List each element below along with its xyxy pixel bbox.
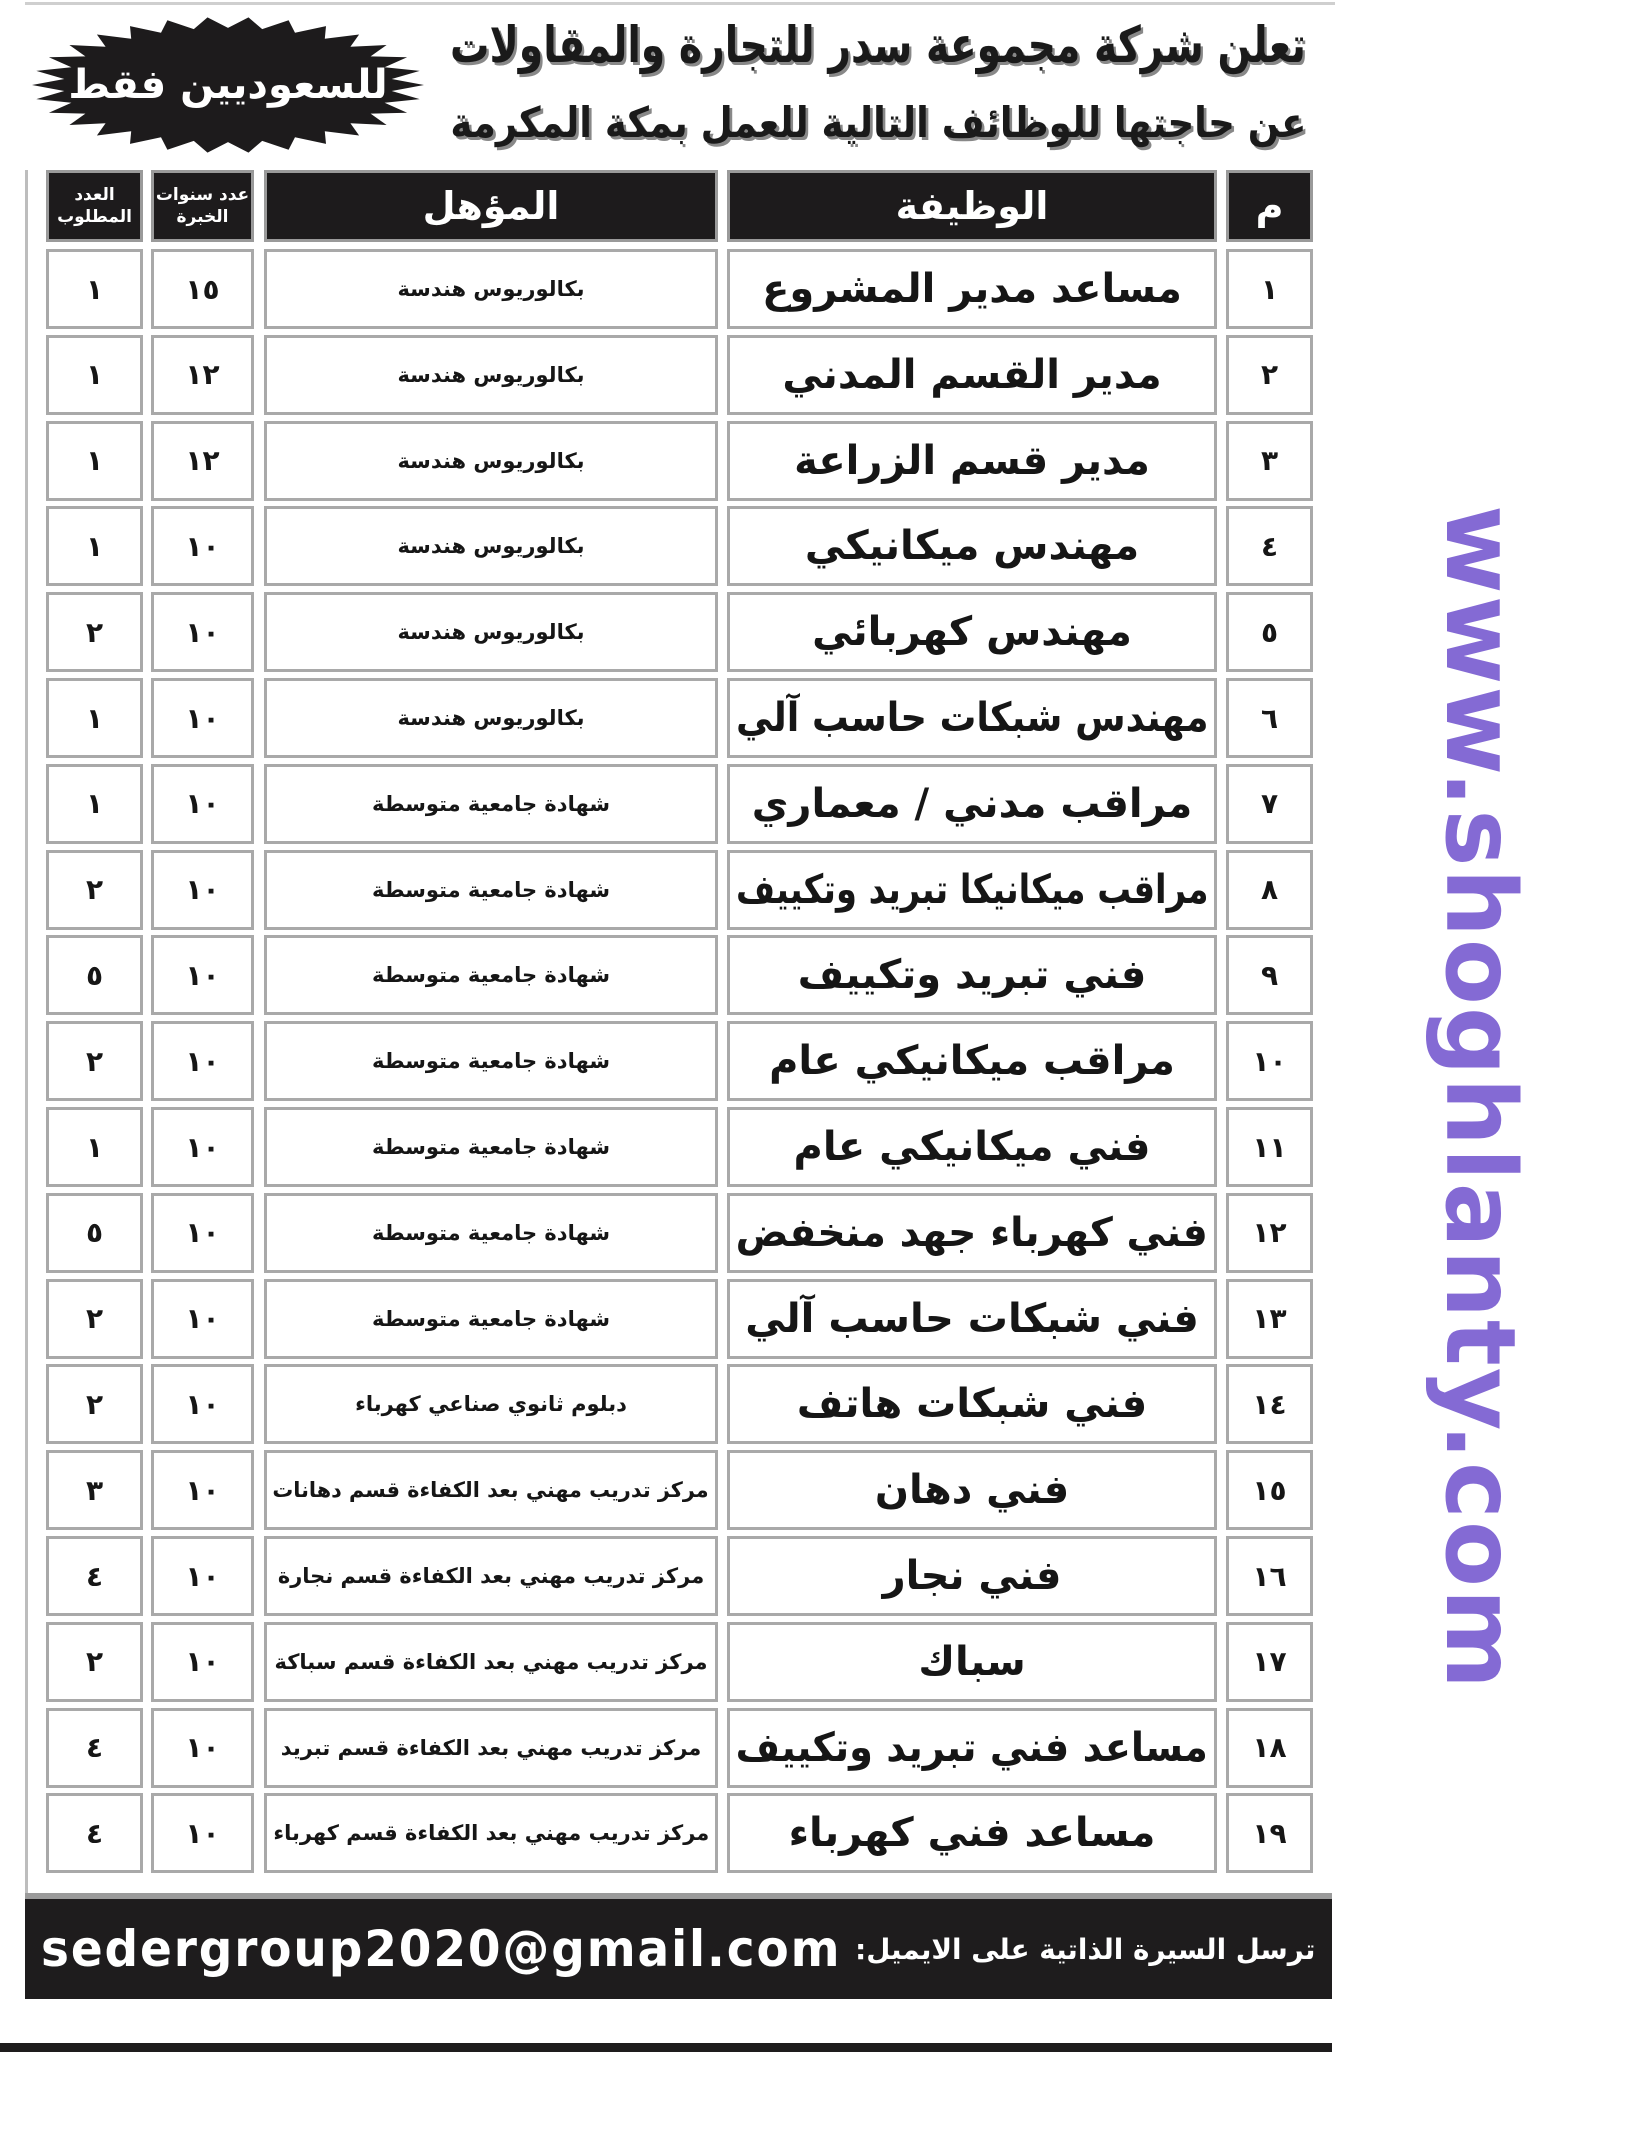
cell-index: ١٣ — [1252, 1302, 1287, 1336]
cell-count: ١ — [85, 272, 104, 306]
cell-job: فني شبكات حاسب آلي — [745, 1295, 1199, 1342]
cell-index: ٣ — [1260, 444, 1279, 478]
cell-job: فني دهان — [874, 1467, 1070, 1514]
column-header-qualification-cell — [264, 170, 718, 242]
announcement-subtitle-box — [450, 96, 1306, 150]
cell-index: ١٢ — [1252, 1216, 1287, 1250]
contact-footer — [25, 1893, 1332, 1999]
cell-years: ١٠ — [185, 529, 220, 563]
cell-years: ١٢ — [185, 444, 220, 478]
cell-index: ١١ — [1252, 1130, 1287, 1164]
cell-job-box — [727, 1450, 1217, 1530]
cell-qualification-box — [264, 850, 718, 930]
cell-years-box — [151, 1279, 254, 1359]
cell-index-box — [1226, 249, 1313, 329]
cell-index: ٧ — [1260, 787, 1279, 821]
cell-count: ٥ — [85, 958, 104, 992]
cell-qualification: دبلوم ثانوي صناعي كهرباء — [355, 1392, 627, 1417]
cell-qualification: بكالوريوس هندسة — [397, 706, 585, 730]
cell-qualification-box — [264, 764, 718, 844]
cell-qualification: بكالوريوس هندسة — [397, 448, 585, 473]
cell-years-box — [151, 421, 254, 501]
cell-qualification: شهادة جامعية متوسطة — [372, 1049, 610, 1074]
cell-count: ٣ — [85, 1473, 104, 1507]
cell-qualification: شهادة جامعية متوسطة — [372, 1306, 610, 1331]
cell-index-box — [1226, 506, 1313, 586]
contact-email[interactable]: sedergroup2020@gmail.com — [41, 1920, 842, 1978]
cell-years: ١٠ — [185, 701, 220, 735]
cell-count: ١ — [85, 701, 104, 735]
cell-index-box — [1226, 764, 1313, 844]
cell-qualification: مركز تدريب مهني بعد الكفاءة قسم سباكة — [274, 1649, 708, 1674]
cell-job-box — [727, 1107, 1217, 1187]
cell-job: مهندس ميكانيكي — [804, 523, 1140, 570]
cell-index: ١٨ — [1252, 1731, 1287, 1765]
cell-job-box — [727, 1622, 1217, 1702]
cell-qualification-box — [264, 1450, 718, 1530]
cell-years: ١٠ — [185, 1731, 220, 1765]
cell-index: ١٠ — [1252, 1044, 1287, 1078]
cell-qualification: بكالوريوس هندسة — [397, 534, 585, 559]
cell-qualification-box — [264, 592, 718, 672]
cell-years: ١٠ — [185, 615, 220, 649]
cell-years-box — [151, 935, 254, 1015]
column-header-qualification: المؤهل — [422, 184, 560, 228]
cell-index-box — [1226, 1279, 1313, 1359]
cell-count: ٢ — [85, 1645, 104, 1679]
cell-job-box — [727, 1364, 1217, 1444]
cell-index: ٨ — [1260, 873, 1279, 907]
cell-index-box — [1226, 335, 1313, 415]
cell-count-box — [46, 1279, 143, 1359]
cell-years-box — [151, 1536, 254, 1616]
cell-qualification-box — [264, 1708, 718, 1788]
cell-years: ١٠ — [185, 873, 220, 907]
cell-index: ٥ — [1260, 615, 1279, 649]
cell-qualification-box — [264, 335, 718, 415]
cell-index-box — [1226, 850, 1313, 930]
cell-index-box — [1226, 592, 1313, 672]
cell-years-box — [151, 249, 254, 329]
cell-count-box — [46, 935, 143, 1015]
cell-index: ٤ — [1260, 529, 1279, 563]
cell-years-box — [151, 592, 254, 672]
cell-count-box — [46, 1708, 143, 1788]
cell-count: ١ — [85, 1130, 104, 1164]
column-header-count: العدد المطلوب — [57, 185, 132, 227]
cell-index-box — [1226, 1364, 1313, 1444]
cell-index: ١٤ — [1252, 1387, 1287, 1421]
cell-years: ١٠ — [185, 958, 220, 992]
cell-years-box — [151, 1107, 254, 1187]
cell-qualification: شهادة جامعية متوسطة — [372, 963, 610, 988]
cell-years: ١٠ — [185, 787, 220, 821]
cell-years: ١٠ — [185, 1216, 220, 1250]
cell-index-box — [1226, 935, 1313, 1015]
cell-job-box — [727, 1279, 1217, 1359]
cell-count-box — [46, 249, 143, 329]
cell-count: ١ — [85, 787, 104, 821]
cell-job: مساعد فني تبريد وتكييف — [735, 1724, 1209, 1771]
cell-years: ١٢ — [185, 358, 220, 392]
cell-count: ٥ — [85, 1216, 104, 1250]
cell-job-box — [727, 764, 1217, 844]
cell-count: ٢ — [85, 1302, 104, 1336]
cell-qualification-box — [264, 421, 718, 501]
cell-years-box — [151, 1450, 254, 1530]
cell-qualification: مركز تدريب مهني بعد الكفاءة قسم نجارة — [277, 1564, 705, 1588]
cell-qualification: مركز تدريب مهني بعد الكفاءة قسم كهرباء — [273, 1821, 709, 1846]
cell-years-box — [151, 506, 254, 586]
cell-qualification: شهادة جامعية متوسطة — [372, 877, 610, 902]
cell-qualification-box — [264, 1364, 718, 1444]
cell-count-box — [46, 1193, 143, 1273]
cell-job-box — [727, 1708, 1217, 1788]
cell-job-box — [727, 850, 1217, 930]
top-border — [25, 2, 1335, 5]
cell-job: فني شبكات هاتف — [796, 1381, 1148, 1428]
cell-years: ١٠ — [185, 1044, 220, 1078]
cell-index: ٩ — [1260, 958, 1279, 992]
cell-years-box — [151, 335, 254, 415]
cell-count-box — [46, 1793, 143, 1873]
cell-count-box — [46, 335, 143, 415]
cell-job: مدير قسم الزراعة — [794, 437, 1150, 484]
cell-years: ١٠ — [185, 1559, 220, 1593]
cell-qualification-box — [264, 249, 718, 329]
cell-qualification: شهادة جامعية متوسطة — [372, 1135, 610, 1159]
cell-count: ١ — [85, 444, 104, 478]
column-header-index: م — [1255, 184, 1284, 228]
cell-years-box — [151, 1708, 254, 1788]
cell-job-box — [727, 678, 1217, 758]
column-header-count-cell — [46, 170, 143, 242]
cell-qualification: بكالوريوس هندسة — [397, 277, 585, 301]
cell-years: ١٠ — [185, 1645, 220, 1679]
cell-job-box — [727, 935, 1217, 1015]
cell-index-box — [1226, 1450, 1313, 1530]
cell-qualification-box — [264, 1279, 718, 1359]
cell-count-box — [46, 1622, 143, 1702]
cell-job: فني نجار — [882, 1553, 1062, 1599]
cell-index: ٢ — [1260, 358, 1279, 392]
column-header-job-cell — [727, 170, 1217, 242]
cell-job: فني تبريد وتكييف — [797, 952, 1147, 999]
cell-years: ١٠ — [185, 1816, 220, 1850]
cell-job-box — [727, 1021, 1217, 1101]
send-cv-label: ترسل السيرة الذاتية على الايميل: — [854, 1932, 1315, 1966]
cell-qualification-box — [264, 506, 718, 586]
cell-job-box — [727, 1793, 1217, 1873]
column-header-index-cell — [1226, 170, 1313, 242]
cell-index-box — [1226, 1021, 1313, 1101]
cell-qualification-box — [264, 1193, 718, 1273]
left-border — [25, 170, 28, 1895]
cell-count-box — [46, 421, 143, 501]
cell-job: سباك — [918, 1638, 1026, 1685]
cell-years-box — [151, 1793, 254, 1873]
cell-index-box — [1226, 1622, 1313, 1702]
cell-count-box — [46, 592, 143, 672]
bottom-rule — [0, 2043, 1332, 2052]
cell-years: ١٠ — [185, 1130, 220, 1164]
cell-job: مراقب ميكانيكي عام — [769, 1038, 1175, 1085]
cell-count-box — [46, 678, 143, 758]
cell-years-box — [151, 678, 254, 758]
cell-job: مساعد مدير المشروع — [762, 266, 1182, 312]
cell-years-box — [151, 1021, 254, 1101]
cell-count: ٢ — [85, 1044, 104, 1078]
cell-qualification-box — [264, 1793, 718, 1873]
cell-job: مهندس شبكات حاسب آلي — [735, 695, 1209, 741]
contact-email-box — [41, 1899, 841, 1999]
cell-count: ١ — [85, 529, 104, 563]
cell-years-box — [151, 1622, 254, 1702]
announcement-title-box — [450, 14, 1306, 76]
cell-count: ٢ — [85, 615, 104, 649]
cell-qualification-box — [264, 1021, 718, 1101]
cell-count-box — [46, 1364, 143, 1444]
cell-years: ١٥ — [185, 272, 220, 306]
announcement-title: تعلن شركة مجموعة سدر للتجارة والمقاولات — [450, 16, 1306, 74]
cell-years-box — [151, 764, 254, 844]
cell-count: ٢ — [85, 1387, 104, 1421]
send-cv-label-box — [855, 1899, 1315, 1999]
cell-count: ٢ — [85, 873, 104, 907]
cell-qualification: مركز تدريب مهني بعد الكفاءة قسم تبريد — [280, 1735, 702, 1760]
cell-years: ١٠ — [185, 1302, 220, 1336]
cell-qualification-box — [264, 1107, 718, 1187]
cell-index-box — [1226, 678, 1313, 758]
cell-job-box — [727, 506, 1217, 586]
cell-job: مراقب مدني / معماري — [751, 780, 1193, 827]
column-header-years: عدد سنوات الخبرة — [155, 185, 250, 227]
cell-index-box — [1226, 1536, 1313, 1616]
saudis-only-badge: للسعوديين فقط — [68, 62, 388, 108]
column-header-job: الوظيفة — [895, 184, 1049, 228]
cell-index-box — [1226, 1793, 1313, 1873]
cell-qualification-box — [264, 935, 718, 1015]
cell-years-box — [151, 1364, 254, 1444]
cell-years-box — [151, 850, 254, 930]
cell-job: مدير القسم المدني — [782, 351, 1162, 398]
cell-index-box — [1226, 1193, 1313, 1273]
cell-years: ١٠ — [185, 1387, 220, 1421]
cell-index: ١٥ — [1252, 1473, 1287, 1507]
cell-index-box — [1226, 1708, 1313, 1788]
announcement-subtitle: عن حاجتها للوظائف التالية للعمل بمكة المكرمة — [449, 98, 1306, 147]
cell-job: مساعد فني كهرباء — [788, 1810, 1156, 1857]
cell-index: ١٩ — [1252, 1816, 1287, 1850]
cell-job: فني كهرباء جهد منخفض — [735, 1209, 1209, 1256]
watermark: www.shoghlanty.com — [1424, 505, 1536, 1691]
cell-qualification-box — [264, 1622, 718, 1702]
cell-count-box — [46, 1450, 143, 1530]
cell-index-box — [1226, 1107, 1313, 1187]
cell-qualification: بكالوريوس هندسة — [397, 620, 585, 645]
cell-qualification: شهادة جامعية متوسطة — [372, 1220, 610, 1245]
cell-index: ٦ — [1260, 701, 1279, 735]
cell-count-box — [46, 1107, 143, 1187]
cell-years: ١٠ — [185, 1473, 220, 1507]
cell-job-box — [727, 1536, 1217, 1616]
cell-job-box — [727, 249, 1217, 329]
cell-count-box — [46, 1021, 143, 1101]
cell-count: ٤ — [85, 1731, 104, 1765]
cell-qualification: بكالوريوس هندسة — [397, 362, 585, 387]
cell-job: فني ميكانيكي عام — [793, 1124, 1151, 1170]
cell-count-box — [46, 1536, 143, 1616]
cell-index-box — [1226, 421, 1313, 501]
cell-count: ٤ — [85, 1816, 104, 1850]
cell-count-box — [46, 506, 143, 586]
cell-qualification: مركز تدريب مهني بعد الكفاءة قسم دهانات — [272, 1478, 710, 1503]
cell-count-box — [46, 764, 143, 844]
cell-qualification-box — [264, 678, 718, 758]
cell-qualification-box — [264, 1536, 718, 1616]
cell-years-box — [151, 1193, 254, 1273]
cell-job-box — [727, 1193, 1217, 1273]
cell-count-box — [46, 850, 143, 930]
cell-index: ١٦ — [1252, 1559, 1287, 1593]
cell-job-box — [727, 592, 1217, 672]
cell-index: ١٧ — [1252, 1645, 1287, 1679]
cell-job-box — [727, 421, 1217, 501]
cell-job-box — [727, 335, 1217, 415]
cell-qualification: شهادة جامعية متوسطة — [372, 791, 610, 816]
cell-count: ٤ — [85, 1559, 104, 1593]
column-header-years-cell — [151, 170, 254, 242]
cell-count: ١ — [85, 358, 104, 392]
cell-index: ١ — [1260, 272, 1279, 306]
cell-job: مراقب ميكانيكا تبريد وتكييف — [735, 866, 1209, 913]
cell-job: مهندس كهربائي — [812, 609, 1132, 656]
